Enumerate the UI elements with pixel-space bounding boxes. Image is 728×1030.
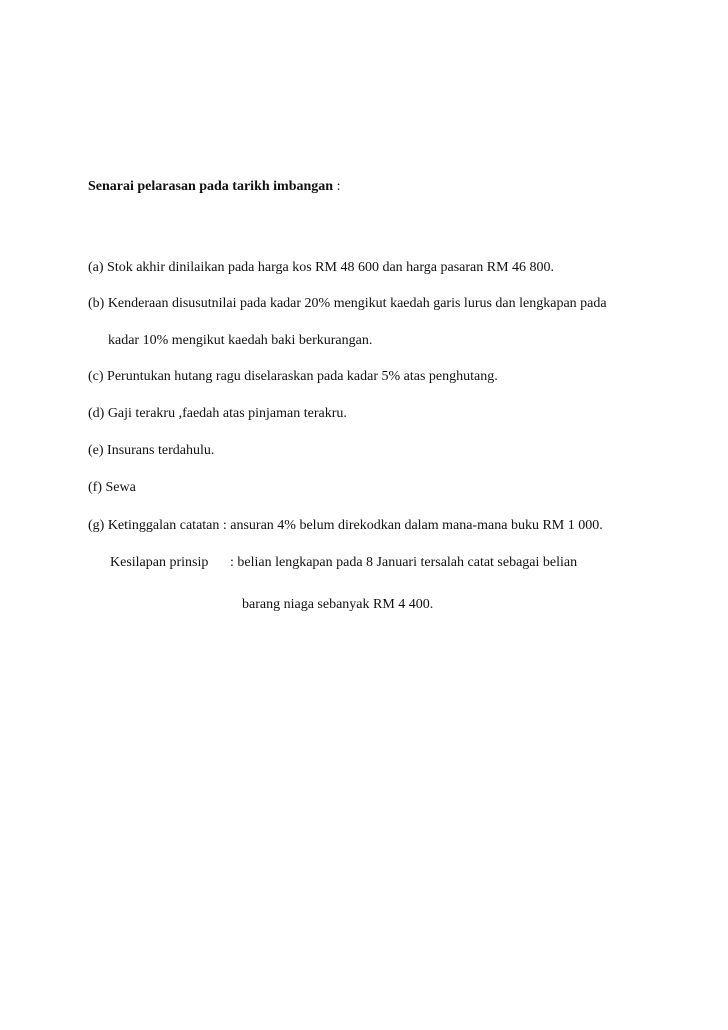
- adjustment-item-g: (g) Ketinggalan catatan : ansuran 4% belum direkodkan dalam mana-mana buku RM 1 000.: [88, 518, 603, 533]
- heading-title: Senarai pelarasan pada tarikh imbangan: [88, 179, 334, 194]
- adjustment-item-b: (b) Kenderaan disusutnilai pada kadar 20% mengikut kaedah garis lurus dan lengkapan pada: [88, 296, 607, 311]
- principle-error-text: : belian lengkapan pada 8 Januari tersalah catat sebagai belian: [230, 555, 578, 570]
- adjustment-item-d: (d) Gaji terakru ,faedah atas pinjaman terakru.: [88, 406, 347, 421]
- principle-error-label: Kesilapan prinsip: [110, 555, 209, 570]
- heading-colon: :: [333, 179, 341, 194]
- adjustment-item-f: (f) Sewa: [88, 480, 136, 495]
- principle-error-continuation: barang niaga sebanyak RM 4 400.: [242, 597, 434, 612]
- adjustment-item-b-continuation: kadar 10% mengikut kaedah baki berkurangan.: [108, 333, 373, 348]
- adjustment-item-e: (e) Insurans terdahulu.: [88, 443, 215, 458]
- adjustment-item-c: (c) Peruntukan hutang ragu diselaraskan pada kadar 5% atas penghutang.: [88, 369, 498, 384]
- section-heading: [88, 178, 340, 196]
- adjustment-item-a: (a) Stok akhir dinilaikan pada harga kos RM 48 600 dan harga pasaran RM 46 800.: [88, 260, 555, 275]
